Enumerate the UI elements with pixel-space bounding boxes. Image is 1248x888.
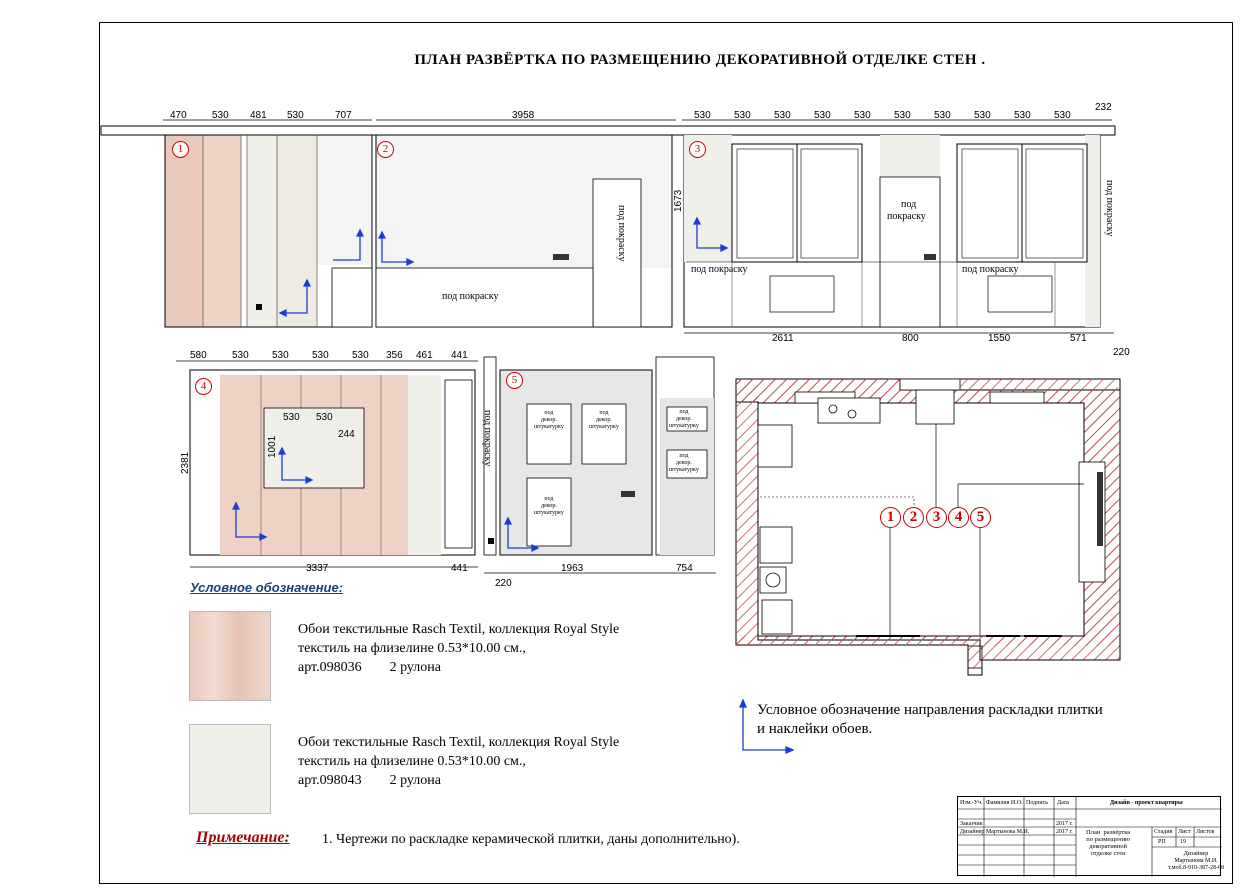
wall1-socket <box>256 304 262 310</box>
dim-label: 530 <box>894 110 911 121</box>
paint-label-vertical: под покраску <box>482 410 493 467</box>
wall2-socket <box>553 254 569 260</box>
wall4-cream-right <box>408 375 441 555</box>
wall4-inner-panel <box>264 408 364 488</box>
dim-label: 232 <box>1095 102 1112 113</box>
dim-label: 1550 <box>988 333 1011 344</box>
dim-label: 530 <box>312 350 329 361</box>
dim-label: 2611 <box>772 333 794 344</box>
arrow-legend-text: Условное обозначение направления раскладки плитки и наклейки обоев. <box>757 702 1103 737</box>
stamp-col4: Дата <box>1057 800 1069 806</box>
dim-label: 530 <box>694 110 711 121</box>
dim-label: 3337 <box>306 563 329 574</box>
dim-label: 244 <box>338 429 355 440</box>
wall1-panel-pink2 <box>203 135 241 327</box>
dim-label: 441 <box>451 563 468 574</box>
wall5-outline <box>500 370 652 555</box>
dim-label: 441 <box>451 350 468 361</box>
dim-label: 571 <box>1070 333 1087 344</box>
title-block <box>957 796 1225 876</box>
wall1-panel-pink1 <box>165 135 203 327</box>
wall1-tile <box>317 135 372 265</box>
paint-label: под покраску <box>962 264 1019 275</box>
plan-marker-3: 3 <box>926 507 947 528</box>
paint-label-vertical: под покраску <box>616 205 627 262</box>
stamp-customer: Заказчик <box>960 821 983 827</box>
dim-label: 3958 <box>512 110 535 121</box>
paint-label-vertical: под покраску <box>1104 180 1115 237</box>
stamp-stage: РП <box>1158 839 1166 845</box>
floor-plan <box>736 379 1120 675</box>
plan-marker-1: 1 <box>880 507 901 528</box>
wall4-height: 2381 <box>180 451 191 474</box>
decor-label: под декор. штукатурку <box>669 453 699 473</box>
dim-label: 530 <box>283 412 300 423</box>
wall3-socket <box>924 254 936 260</box>
wall3-height: 1673 <box>673 189 684 212</box>
wall4-inner-height: 1001 <box>267 435 278 458</box>
dim-label: 530 <box>854 110 871 121</box>
wall-number-4: 4 <box>195 378 212 395</box>
dim-label: 754 <box>676 563 693 574</box>
dim-label: 530 <box>287 110 304 121</box>
dim-label: 461 <box>416 350 433 361</box>
dim-label: 530 <box>774 110 791 121</box>
dim-label: 800 <box>902 333 919 344</box>
dim-label: 580 <box>190 350 207 361</box>
dim-label: 220 <box>1113 347 1130 358</box>
decor-label: под декор. штукатурку <box>534 410 564 430</box>
wall1-cabinet <box>332 268 372 327</box>
legend-swatch-pink <box>189 611 271 701</box>
plan-marker-5: 5 <box>970 507 991 528</box>
dim-label: 530 <box>316 412 333 423</box>
decor-label: под декор. штукатурку <box>589 410 619 430</box>
stamp-stage-h: Стадия <box>1154 829 1173 835</box>
stamp-col1: Изм.-Уч. <box>960 800 983 806</box>
decor-label: под декор. штукатурку <box>534 496 564 516</box>
wall-number-2: 2 <box>377 141 394 158</box>
plan-marker-2: 2 <box>903 507 924 528</box>
stamp-sheet-title: План развёртка по размещению декоративной отделке стен <box>1086 829 1131 857</box>
page-title: ПЛАН РАЗВЁРТКА ПО РАЗМЕЩЕНИЮ ДЕКОРАТИВНОЙ ОТДЕЛКЕ СТЕН . <box>414 52 986 68</box>
plan-marker-4: 4 <box>948 507 969 528</box>
dim-label: 530 <box>814 110 831 121</box>
dim-label: 470 <box>170 110 187 121</box>
legend-title: Условное обозначение: <box>190 580 344 595</box>
stamp-designer-block: Дизайнер Мартынова М.И. т.моб.8-910-387-28-68 <box>1168 851 1225 871</box>
stamp-sheet: 19 <box>1180 839 1186 845</box>
wall-number-5: 5 <box>506 372 523 389</box>
dim-label: 220 <box>495 578 512 589</box>
dim-label: 530 <box>212 110 229 121</box>
wall4-door <box>445 380 472 548</box>
dim-label: 530 <box>272 350 289 361</box>
stamp-sheets-h: Листов <box>1196 829 1215 835</box>
dim-label: 530 <box>934 110 951 121</box>
wall3-radiator2 <box>988 276 1052 312</box>
dim-label: 707 <box>335 110 352 121</box>
note-label: Примечание: <box>196 829 290 846</box>
legend-item-1: Обои текстильные Rasch Textil, коллекция Royal Style текстиль на флизелине 0.53*10.00 см., арт.098036 2 рулона <box>298 622 620 675</box>
wall5-socket <box>621 491 635 497</box>
wall3-radiator1 <box>770 276 834 312</box>
wall-number-3: 3 <box>689 141 706 158</box>
paint-label: под покраску <box>691 264 748 275</box>
paint-label-short: покраску <box>887 211 926 222</box>
legend-swatch-cream <box>189 724 271 814</box>
dim-label: 530 <box>1054 110 1071 121</box>
stamp-year2: 2017 г. <box>1056 829 1073 835</box>
stamp-year1: 2017 г. <box>1056 821 1073 827</box>
dim-label: 481 <box>250 110 267 121</box>
dim-label: 356 <box>386 350 403 361</box>
stamp-sheet-h: Лист <box>1178 829 1191 835</box>
stamp-designer-row: Дизайнер Мартынова М.И. <box>960 829 1030 835</box>
ceiling-line <box>101 126 1115 135</box>
stamp-col3: Подпись <box>1026 800 1049 806</box>
wall1-panel-cream2 <box>277 135 317 327</box>
stamp-col2: Фамилия И.О. <box>986 800 1023 806</box>
dim-label: 530 <box>1014 110 1031 121</box>
wall1-panel-cream1 <box>247 135 277 327</box>
paint-label: под покраску <box>442 291 499 302</box>
note-text: 1. Чертежи по раскладке керамической плитки, даны дополнительно). <box>322 832 740 847</box>
stamp-project: Дизайн - проект квартиры <box>1110 800 1183 806</box>
paint-label-short: под <box>901 199 917 210</box>
dim-label: 530 <box>734 110 751 121</box>
wall-number-1: 1 <box>172 141 189 158</box>
dim-label: 1963 <box>561 563 584 574</box>
dim-label: 530 <box>974 110 991 121</box>
legend-item-2: Обои текстильные Rasch Textil, коллекция Royal Style текстиль на флизелине 0.53*10.00 см., арт.098043 2 рулона <box>298 735 620 788</box>
wall3-cream-mid <box>880 135 940 177</box>
dim-label: 530 <box>352 350 369 361</box>
dim-label: 530 <box>232 350 249 361</box>
decor-label: под декор. штукатурку <box>669 409 699 429</box>
